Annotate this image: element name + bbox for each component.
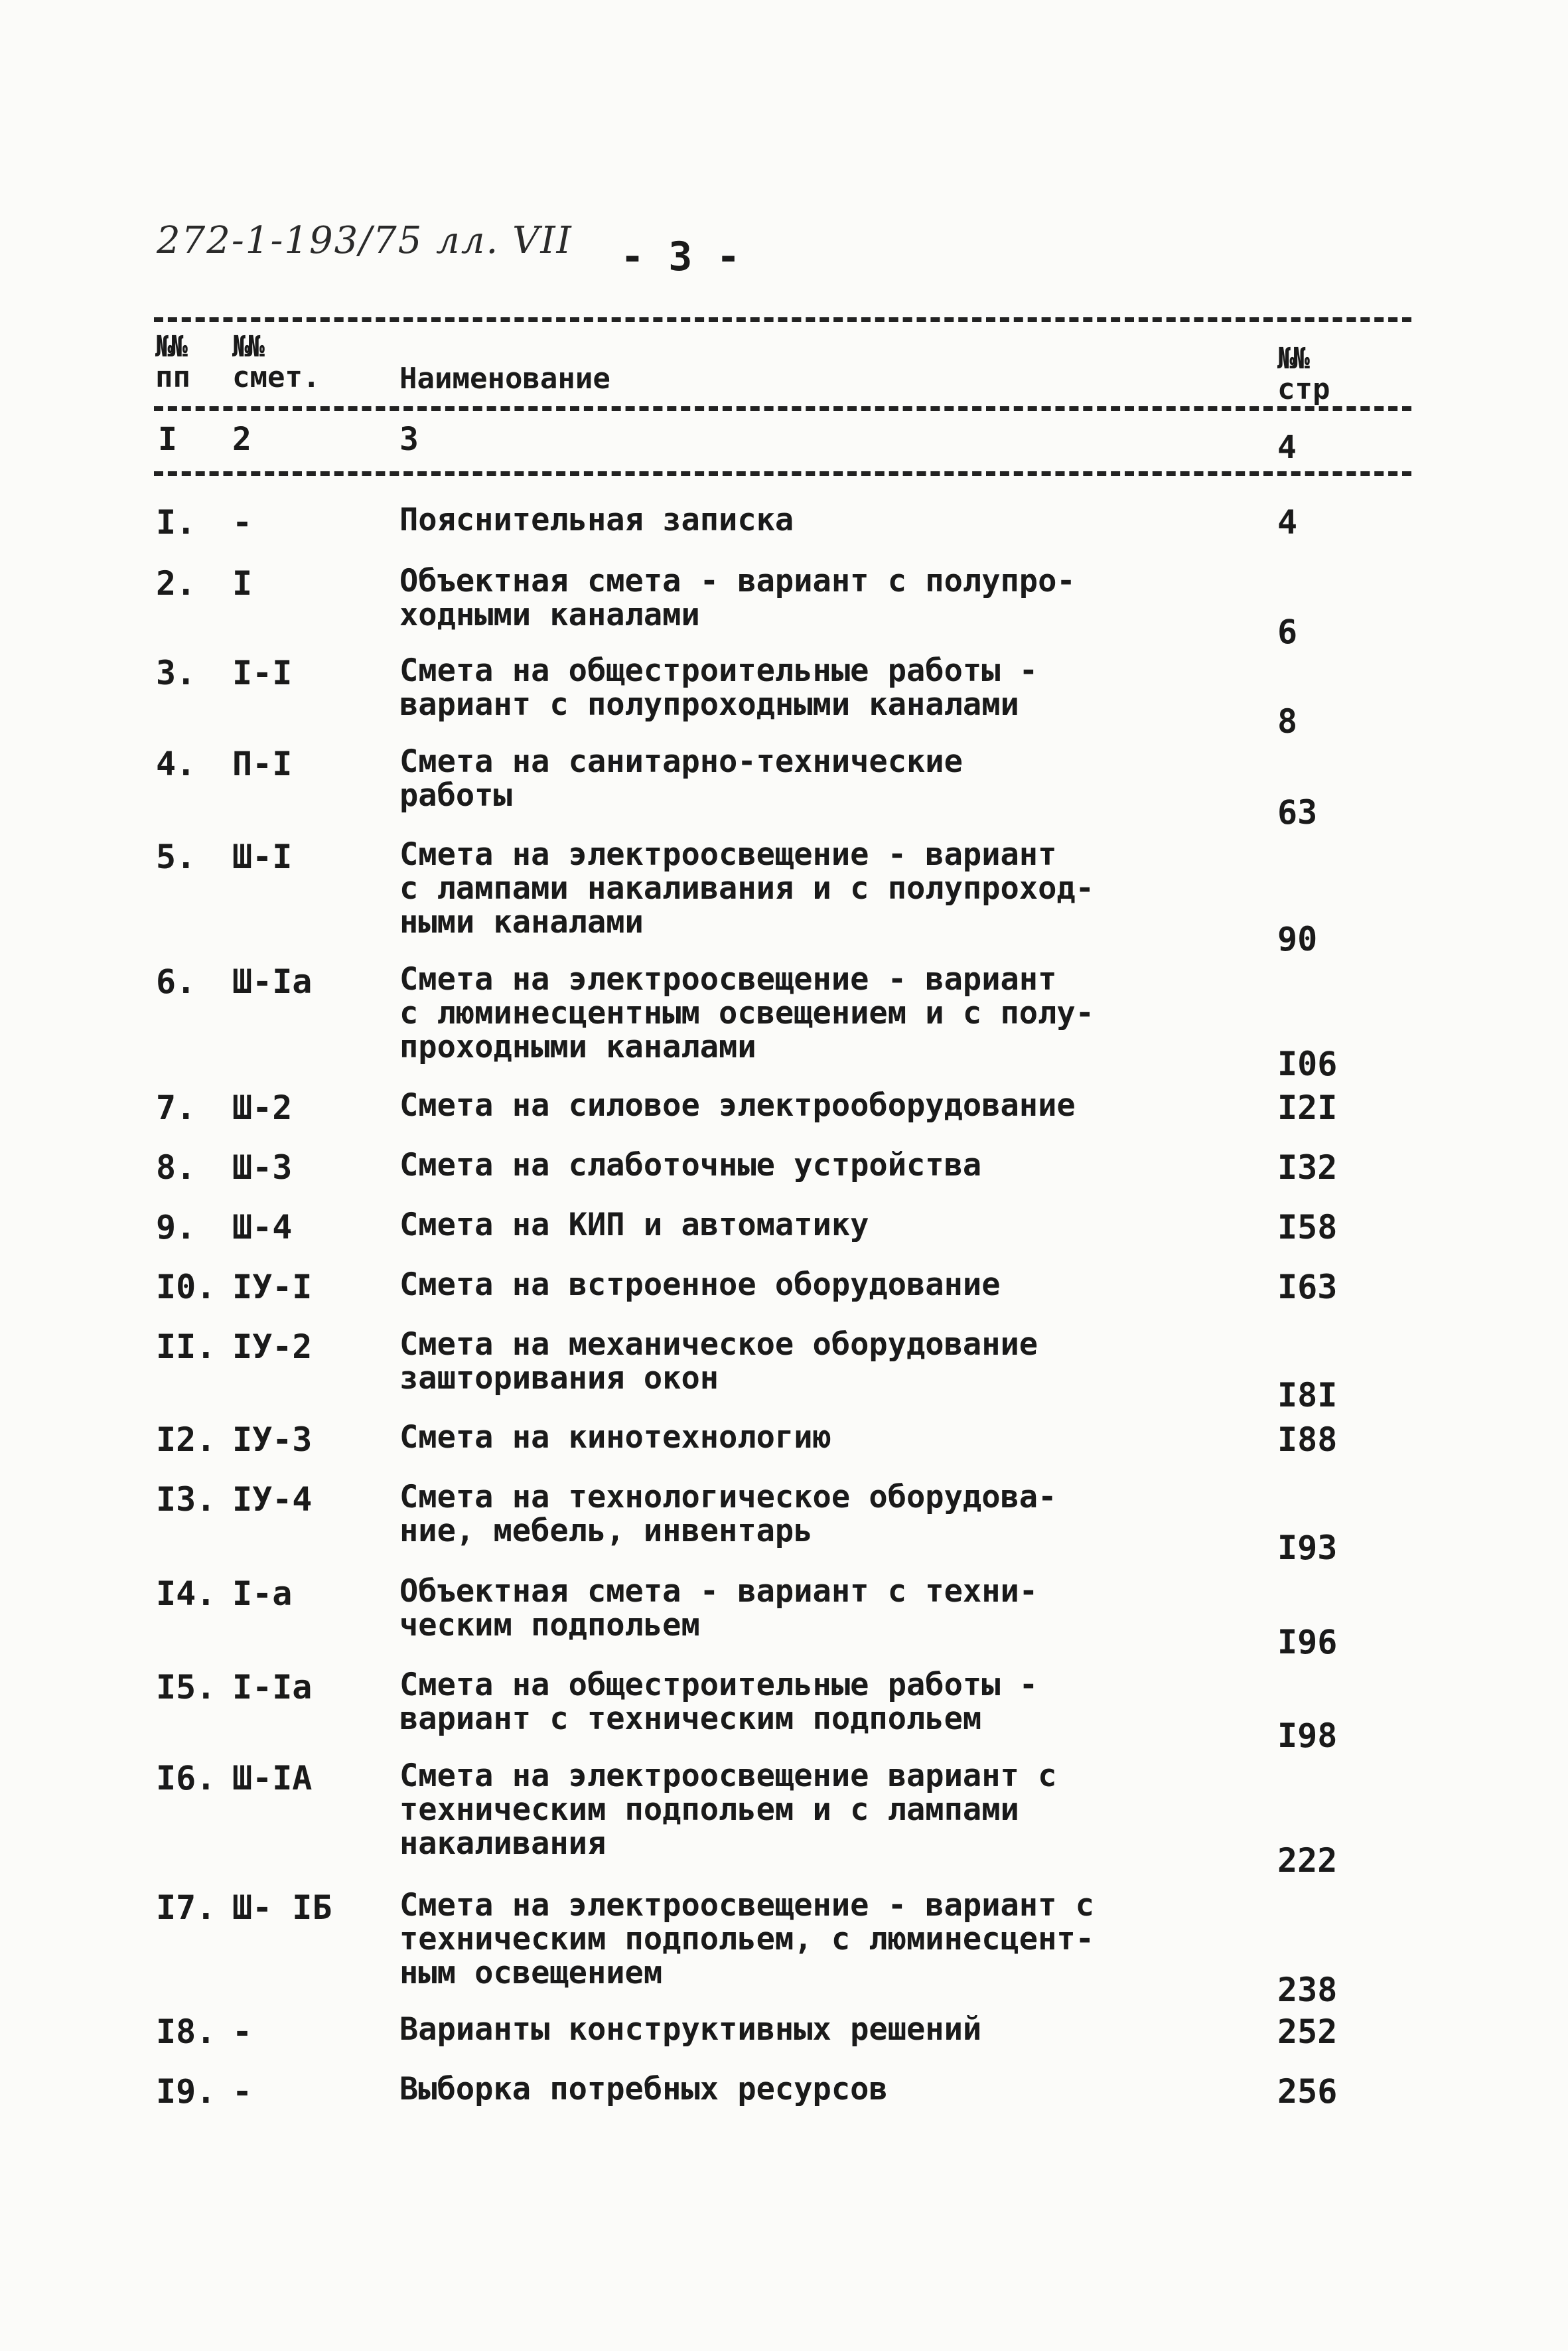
col-number-4: 4 (1277, 429, 1297, 466)
row-page-number: 4 (1277, 503, 1298, 542)
row-title (399, 1759, 1129, 1860)
row-title-line: ходными каналами (399, 597, 700, 633)
row-title-line: вариант с полупроходными каналами (399, 686, 1019, 723)
row-title (399, 745, 1129, 812)
row-smeta-number: I-I (232, 654, 293, 692)
row-number: 7. (156, 1089, 196, 1127)
rule-colnums (154, 471, 1411, 476)
row-title-line: ным освещением (399, 1955, 663, 1991)
row-title (399, 654, 1129, 721)
col-header-no-symbol: №№ (155, 330, 185, 364)
row-title (399, 503, 1129, 537)
row-number: I0. (156, 1268, 216, 1306)
row-page-number: I63 (1277, 1268, 1338, 1306)
row-page-number: 252 (1277, 2012, 1338, 2051)
row-page-number: 238 (1277, 1971, 1338, 2009)
row-title-line: Смета на санитарно-технические (399, 743, 963, 780)
row-page-number: I98 (1277, 1716, 1338, 1755)
rule-top (154, 317, 1411, 322)
row-smeta-number: Ш-IА (232, 1759, 313, 1797)
row-title (399, 1268, 1129, 1302)
row-number: 8. (156, 1148, 196, 1187)
row-title-line: ние, мебель, инвентарь (399, 1513, 813, 1549)
row-title (399, 1888, 1129, 1990)
row-smeta-number: IУ-4 (232, 1480, 313, 1519)
row-title (399, 838, 1129, 939)
row-title-line: техническим подпольем и с лампами (399, 1791, 1019, 1828)
col-header-smeta-label: смет. (232, 360, 321, 395)
row-number: I. (156, 503, 196, 542)
row-title-line: Смета на электроосвещение - вариант (399, 961, 1057, 998)
row-title-line: Смета на механическое оборудование (399, 1326, 1038, 1363)
row-title-line: зашторивания окон (399, 1360, 719, 1397)
row-smeta-number: I-а (232, 1574, 293, 1613)
row-number: I9. (156, 2072, 216, 2111)
row-title-line: вариант с техническим подпольем (399, 1701, 982, 1737)
row-number: II. (156, 1327, 216, 1366)
row-title-line: Смета на электроосвещение - вариант (399, 836, 1057, 873)
row-number: 6. (156, 962, 196, 1001)
row-title-line: с люминесцентным освещением и с полу- (399, 995, 1094, 1031)
row-title-line: Смета на электроосвещение - вариант с (399, 1887, 1094, 1924)
row-number: I4. (156, 1574, 216, 1613)
col-header-no-label: пп (155, 360, 190, 395)
col-header-name-label: Наименование (399, 362, 610, 396)
row-number: 5. (156, 838, 196, 876)
row-title-line: проходными каналами (399, 1029, 756, 1065)
row-title-line: Объектная смета - вариант с полупро- (399, 563, 1076, 599)
row-smeta-number: I-Iа (232, 1668, 313, 1706)
row-page-number: I58 (1277, 1208, 1338, 1247)
row-title-line: Объектная смета - вариант с техни- (399, 1573, 1038, 1610)
row-title-line: накаливания (399, 1825, 606, 1862)
row-page-number: 63 (1277, 793, 1318, 832)
row-title (399, 1420, 1129, 1454)
row-smeta-number: Ш-4 (232, 1208, 293, 1247)
row-number: 3. (156, 654, 196, 692)
row-title (399, 2012, 1129, 2046)
row-number: 2. (156, 564, 196, 603)
row-title-line: с лампами накаливания и с полупроход- (399, 870, 1094, 907)
col-header-name (399, 364, 610, 394)
row-title-line: Смета на общестроительные работы - (399, 652, 1038, 689)
row-number: I3. (156, 1480, 216, 1519)
col-header-no (155, 332, 190, 393)
row-smeta-number: - (232, 2072, 253, 2111)
row-page-number: I06 (1277, 1045, 1338, 1083)
row-title-line: Смета на КИП и автоматику (399, 1207, 869, 1243)
row-page-number: 6 (1277, 613, 1298, 651)
row-smeta-number: Ш-I (232, 838, 293, 876)
col-header-smeta (232, 332, 320, 393)
row-smeta-number: I (232, 564, 253, 603)
document-code: 272-1-193/75 лл. VII (157, 219, 573, 262)
row-page-number: I88 (1277, 1420, 1338, 1459)
row-title (399, 1148, 1129, 1182)
row-title-line: ческим подпольем (399, 1607, 700, 1643)
row-title-line: Смета на технологическое оборудова- (399, 1479, 1057, 1515)
row-title-line: ными каналами (399, 904, 644, 941)
row-smeta-number: IУ-3 (232, 1420, 313, 1459)
row-smeta-number: Ш-Iа (232, 962, 313, 1001)
row-smeta-number: IУ-2 (232, 1327, 313, 1366)
col-number-2: 2 (232, 421, 251, 458)
row-smeta-number: Ш- IБ (232, 1888, 332, 1927)
row-title (399, 564, 1129, 632)
row-page-number: I32 (1277, 1148, 1338, 1187)
row-page-number: I8I (1277, 1376, 1338, 1414)
row-number: I5. (156, 1668, 216, 1706)
row-title (399, 1480, 1129, 1548)
row-title-line: работы (399, 777, 512, 814)
row-page-number: 256 (1277, 2072, 1338, 2111)
row-title-line: Выборка потребных ресурсов (399, 2071, 888, 2107)
rule-header (154, 406, 1411, 411)
row-title (399, 1208, 1129, 1242)
row-page-number: I96 (1277, 1623, 1338, 1661)
col-header-page-symbol: №№ (1277, 342, 1307, 376)
row-page-number: 222 (1277, 1841, 1338, 1880)
row-title (399, 1089, 1129, 1122)
row-title (399, 962, 1129, 1064)
row-number: I2. (156, 1420, 216, 1459)
row-number: I8. (156, 2012, 216, 2051)
row-page-number: I93 (1277, 1529, 1338, 1567)
row-page-number: 8 (1277, 702, 1298, 741)
row-smeta-number: П-I (232, 745, 293, 783)
page-number: - 3 - (620, 234, 741, 280)
row-title-line: Смета на электроосвещение вариант с (399, 1758, 1057, 1794)
row-smeta-number: IУ-I (232, 1268, 313, 1306)
row-title-line: Смета на встроенное оборудование (399, 1266, 1001, 1303)
row-title-line: техническим подпольем, с люминесцент- (399, 1921, 1094, 1957)
row-smeta-number: Ш-2 (232, 1089, 293, 1127)
row-title-line: Пояснительная записка (399, 502, 794, 538)
row-smeta-number: - (232, 503, 253, 542)
row-page-number: I2I (1277, 1089, 1338, 1127)
row-title (399, 1668, 1129, 1736)
row-title-line: Смета на силовое электрооборудование (399, 1087, 1076, 1124)
row-page-number: 90 (1277, 920, 1318, 958)
row-title (399, 1574, 1129, 1642)
row-number: 9. (156, 1208, 196, 1247)
row-number: 4. (156, 745, 196, 783)
row-title (399, 2072, 1129, 2106)
col-number-3: 3 (399, 421, 419, 458)
col-header-smeta-symbol: №№ (232, 330, 262, 364)
col-header-page (1277, 344, 1330, 405)
row-title-line: Варианты конструктивных решений (399, 2011, 982, 2048)
col-number-1: I (158, 421, 177, 458)
row-number: I6. (156, 1759, 216, 1797)
row-smeta-number: - (232, 2012, 253, 2051)
row-smeta-number: Ш-3 (232, 1148, 293, 1187)
col-header-page-label: стр (1277, 372, 1330, 407)
row-title-line: Смета на слаботочные устройства (399, 1147, 982, 1183)
row-title-line: Смета на кинотехнологию (399, 1419, 831, 1456)
row-number: I7. (156, 1888, 216, 1927)
row-title (399, 1327, 1129, 1395)
row-title-line: Смета на общестроительные работы - (399, 1667, 1038, 1703)
